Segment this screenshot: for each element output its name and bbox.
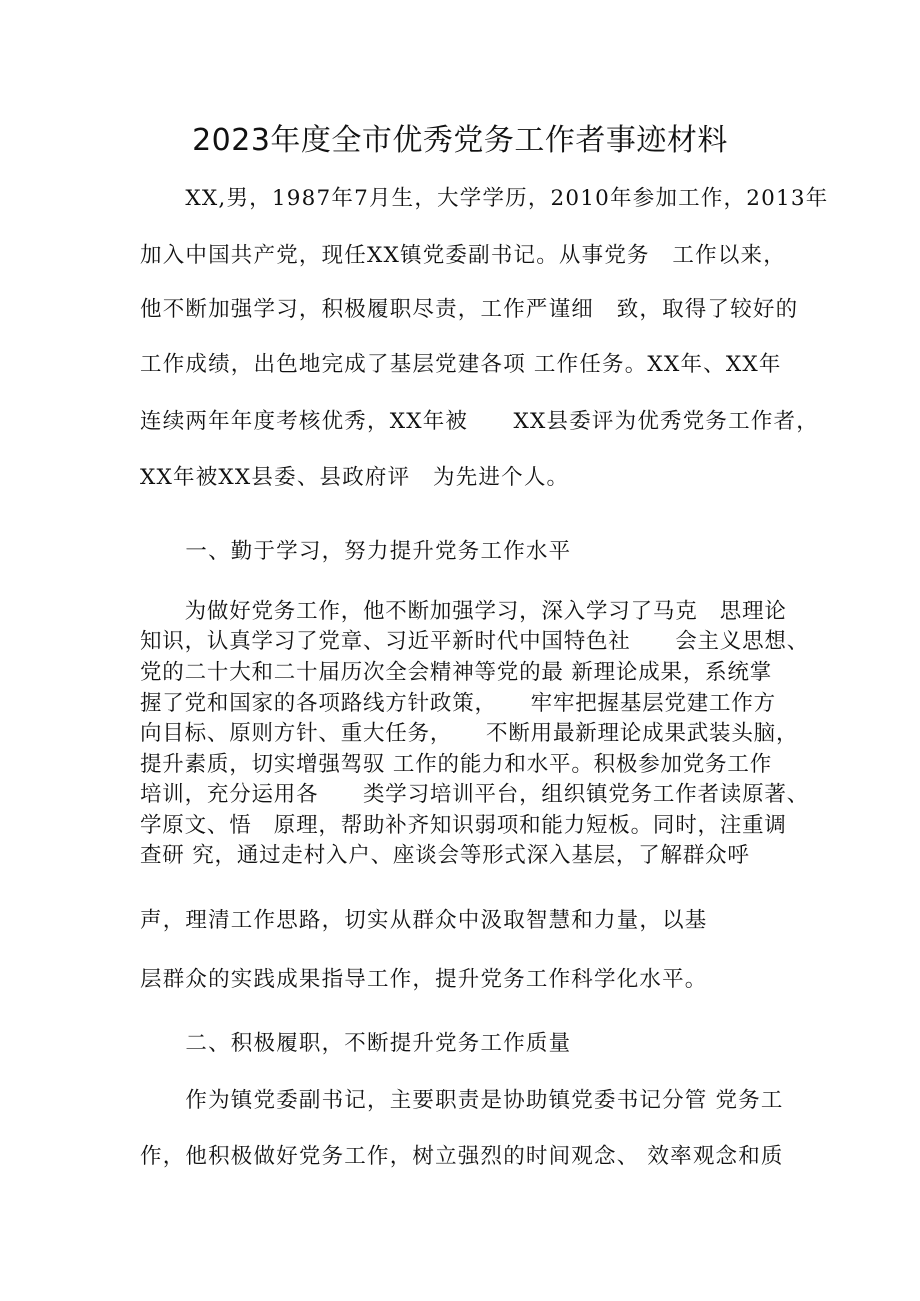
intro-line: 加入中国共产党，现任XX镇党委副书记。从事党务 工作以来，: [140, 243, 786, 268]
body-line: 为做好党务工作，他不断加强学习，深入学习了马克 思理论: [140, 599, 787, 624]
body-line: 党的二十大和二十届历次全会精神等党的最 新理论成果，系统掌: [140, 660, 773, 685]
body-line: 查研 究，通过走村入户、座谈会等形式深入基层，了解群众呼: [140, 843, 750, 868]
intro-line: XX,男，1987年7月生，大学学历，2010年参加工作，2013年: [140, 186, 829, 211]
body-line: 向目标、原则方针、重大任务， 不断用最新理论成果武装头脑，: [140, 721, 799, 746]
body-line: 声，理清工作思路，切实从群众中汲取智慧和力量，以基: [140, 908, 708, 933]
body-line: 层群众的实践成果指导工作，提升党务工作科学化水平。: [140, 967, 708, 992]
body-line: 学原文、悟 原理，帮助补齐知识弱项和能力短板。同时，注重调: [140, 813, 787, 838]
section-heading: 一、勤于学习，努力提升党务工作水平: [140, 539, 572, 564]
body-line: 知识，认真学习了党章、习近平新时代中国特色社 会主义思想、: [140, 629, 810, 654]
body-line: 作为镇党委副书记，主要职责是协助镇党委书记分管 党务工: [140, 1088, 784, 1113]
section-heading: 二、积极履职，不断提升党务工作质量: [140, 1031, 572, 1056]
body-line: 作，他积极做好党务工作，树立强烈的时间观念、 效率观念和质: [140, 1144, 784, 1169]
document-title: 2023年度全市优秀党务工作者事迹材料: [192, 123, 728, 158]
body-line: 握了党和国家的各项路线方针政策， 牢牢把握基层党建工作方: [140, 691, 776, 716]
intro-line: 他不断加强学习，积极履职尽责，工作严谨细 致，取得了较好的: [140, 297, 799, 322]
body-line: 培训，充分运用各 类学习培训平台，组织镇党务工作者读原著、: [140, 782, 810, 807]
intro-line: XX年被XX县委、县政府评 为先进个人。: [140, 465, 570, 490]
intro-line: 连续两年年度考核优秀，XX年被 XX县委评为优秀党务工作者，: [140, 409, 819, 434]
intro-line: 工作成绩，出色地完成了基层党建各项 工作任务。XX年、XX年: [140, 352, 782, 377]
body-line: 提升素质，切实增强驾驭 工作的能力和水平。积极参加党务工作: [140, 752, 773, 777]
